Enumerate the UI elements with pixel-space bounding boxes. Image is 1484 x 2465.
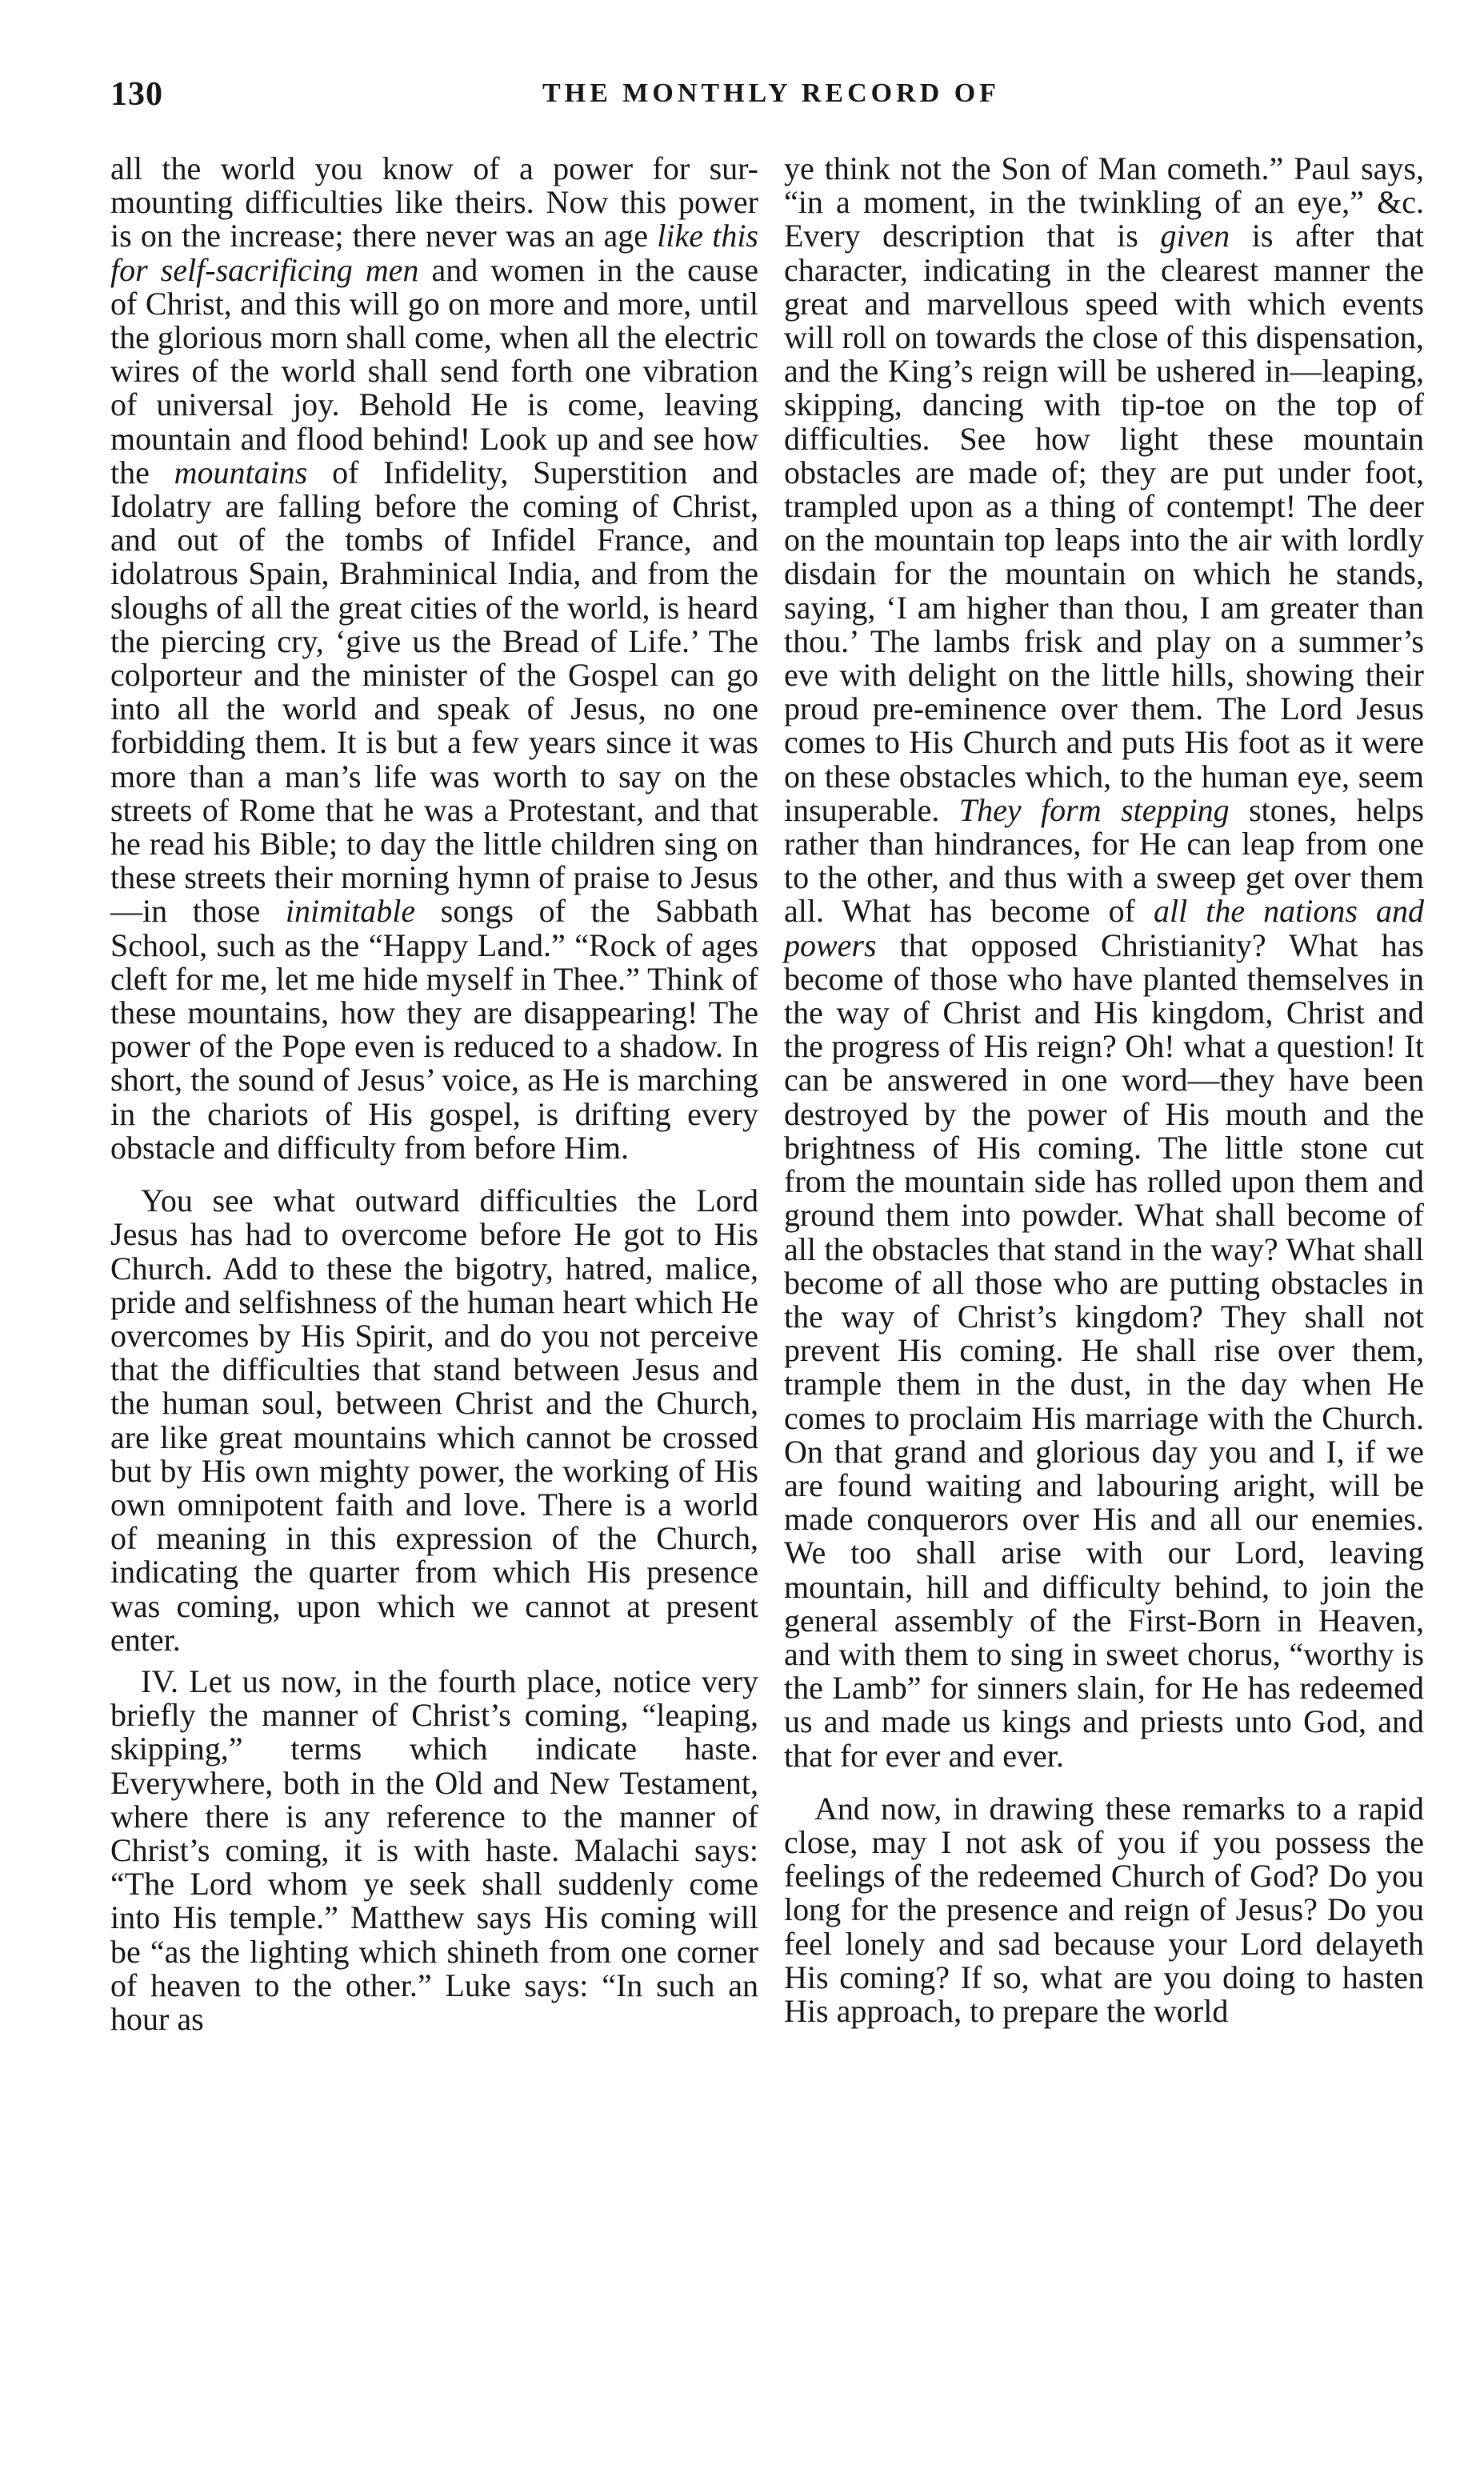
- text-run: of Infidelity, Superstition and Idolatry are falling before the coming of Christ, and out of the tombs of Infidel France, and idolatrous Spain, Brahminical India, and from the sloughs of all the great cities of the world, is heard the piercing cry, ‘give us the Bread of Life.’ The colporteur and the minister of the Gospel can go into all the world and speak of Jesus, no one forbidding them. It is but a few years since it was more than a man’s life was worth to say on the streets of Rome that he was a Protestant, and that he read his Bible; to day the little children sing on these streets their morning hymn of praise to Jesus—in those: [110, 454, 758, 930]
- text-run: is after that character, indicating in the clearest manner the great and marvellous speed with which events will roll on towards the close of this dispensation, and the King’s reign will be ushered in—leaping, skipping, dancing with tip-toe on the top of difficulties. See how light these mountain obstacles are made of; they are put under foot, trampled upon as a thing of contempt! The deer on the mountain top leaps into the air with lordly disdain for the mountain on which he stands, saying, ‘I am higher than thou, I am greater than thou.’ The lambs frisk and play on a summer’s eve with delight on the little hills, showing their proud pre-eminence over them. The Lord Jesus comes to His Church and puts His foot as it were on these obstacles which, to the human eye, seem insuperable.: [784, 218, 1425, 828]
- italic-run: like this for self-sacrificing men: [110, 218, 759, 288]
- paragraph-gap: [110, 1165, 758, 1184]
- text-run: songs of the Sabbath School, such as the “Happy Land.” “Rock of ages cleft for me, let me hide myself in Thee.” Think of these mountains, how they are disappearing! The power of the Pope even is reduced to a shadow. In short, the sound of Jesus’ voice, as He is marching in the chariots of His gospel, is drifting every obstacle and difficulty from before Him.: [110, 893, 759, 1166]
- text-run: and women in the cause of Christ, and this will go on more and more, until the glorious morn shall come, when all the electric wires of the world shall send forth one vibration of universal joy. Behold He is come, leaving mountain and flood behind! Look up and see how the: [110, 251, 759, 490]
- left-paragraph-2: You see what outward difficulties the Lord Jesus has had to overcome before He got to His Church. Add to these the bigotry, hatred, malice, pride and selfishness of the human heart which He overcomes by His Spirit, and do you not perceive that the difficulties that stand between Jesus and the human soul, between Christ and the Church, are like great mountains which cannot be crossed but by His own mighty power, the working of His own omnipotent faith and love. There is a world of meaning in this expression of the Church, indicating the quarter from which His presence was coming, upon which we cannot at present enter.: [110, 1182, 758, 1658]
- paragraph-gap: [784, 1773, 1424, 1792]
- right-paragraph-1: [784, 152, 1424, 1773]
- left-column: [110, 152, 758, 2036]
- italic-run: mountains: [174, 454, 308, 490]
- running-head: THE MONTHLY RECORD OF: [542, 78, 1000, 108]
- italic-run: They form stepping: [958, 791, 1230, 828]
- left-paragraph-1: [110, 152, 758, 1165]
- page-number: 130: [110, 76, 163, 113]
- left-paragraph-3: IV. Let us now, in the fourth place, notice very briefly the manner of Christ’s coming, “leaping, skipping,” terms which indicate haste. Everywhere, both in the Old and New Testament, where there is any reference to the manner of Christ’s coming, it is with haste. Malachi says: “The Lord whom ye seek shall suddenly come into His temple.” Matthew says His coming will be “as the lighting which shineth from one corner of heaven to the other.” Luke says: “In such an hour as: [110, 1663, 758, 2037]
- text-run: all the world you know of a power for sur-mounting difficulties like theirs. Now this power is on the increase; there never was an age: [110, 150, 758, 254]
- italic-run: inimitable: [285, 893, 416, 930]
- italic-run: all the nations and powers: [784, 893, 1424, 963]
- italic-run: given: [1160, 218, 1230, 254]
- page-header: [110, 75, 1454, 123]
- text-run: stones, helps rather than hindrances, for He can leap from one to the other, and thus with a sweep get over them all. What has become of: [784, 791, 1424, 930]
- text-run: that opposed Christianity? What has become of those who have planted themselves in the way of Christ and His kingdom, Christ and the progress of His reign? Oh! what a question! It can be answered in one word—they have been destroyed by the power of His mouth and the brightness of His coming. The little stone cut from the mountain side has rolled upon them and ground them into powder. What shall become of all the obstacles that stand in the way? What shall become of all those who are putting obstacles in the way of Christ’s kingdom? They shall not prevent His coming. He shall rise over them, trample them in the dust, in the day when He comes to proclaim His marriage with the Church. On that grand and glorious day you and I, if we are found waiting and labouring aright, will be made conquerors over His and all our enemies. We too shall arise with our Lord, leaving mountain, hill and difficulty behind, to join the general assembly of the First-Born in Heaven, and with them to sing in sweet chorus, “worthy is the Lamb” for sinners slain, for He has redeemed us and made us kings and priests unto God, and that for ever and ever.: [784, 926, 1424, 1774]
- right-paragraph-2: And now, in drawing these remarks to a rapid close, may I not ask of you if you possess the feelings of the redeemed Church of God? Do you long for the presence and reign of Jesus? Do you feel lonely and sad because your Lord delayeth His coming? If so, what are you doing to hasten His approach, to prepare the world: [784, 1790, 1424, 2029]
- right-column: [784, 152, 1424, 2028]
- text-run: ye think not the Son of Man cometh.” Paul says, “in a moment, in the twinkling of an eye,” &c. Every description that is: [784, 150, 1424, 254]
